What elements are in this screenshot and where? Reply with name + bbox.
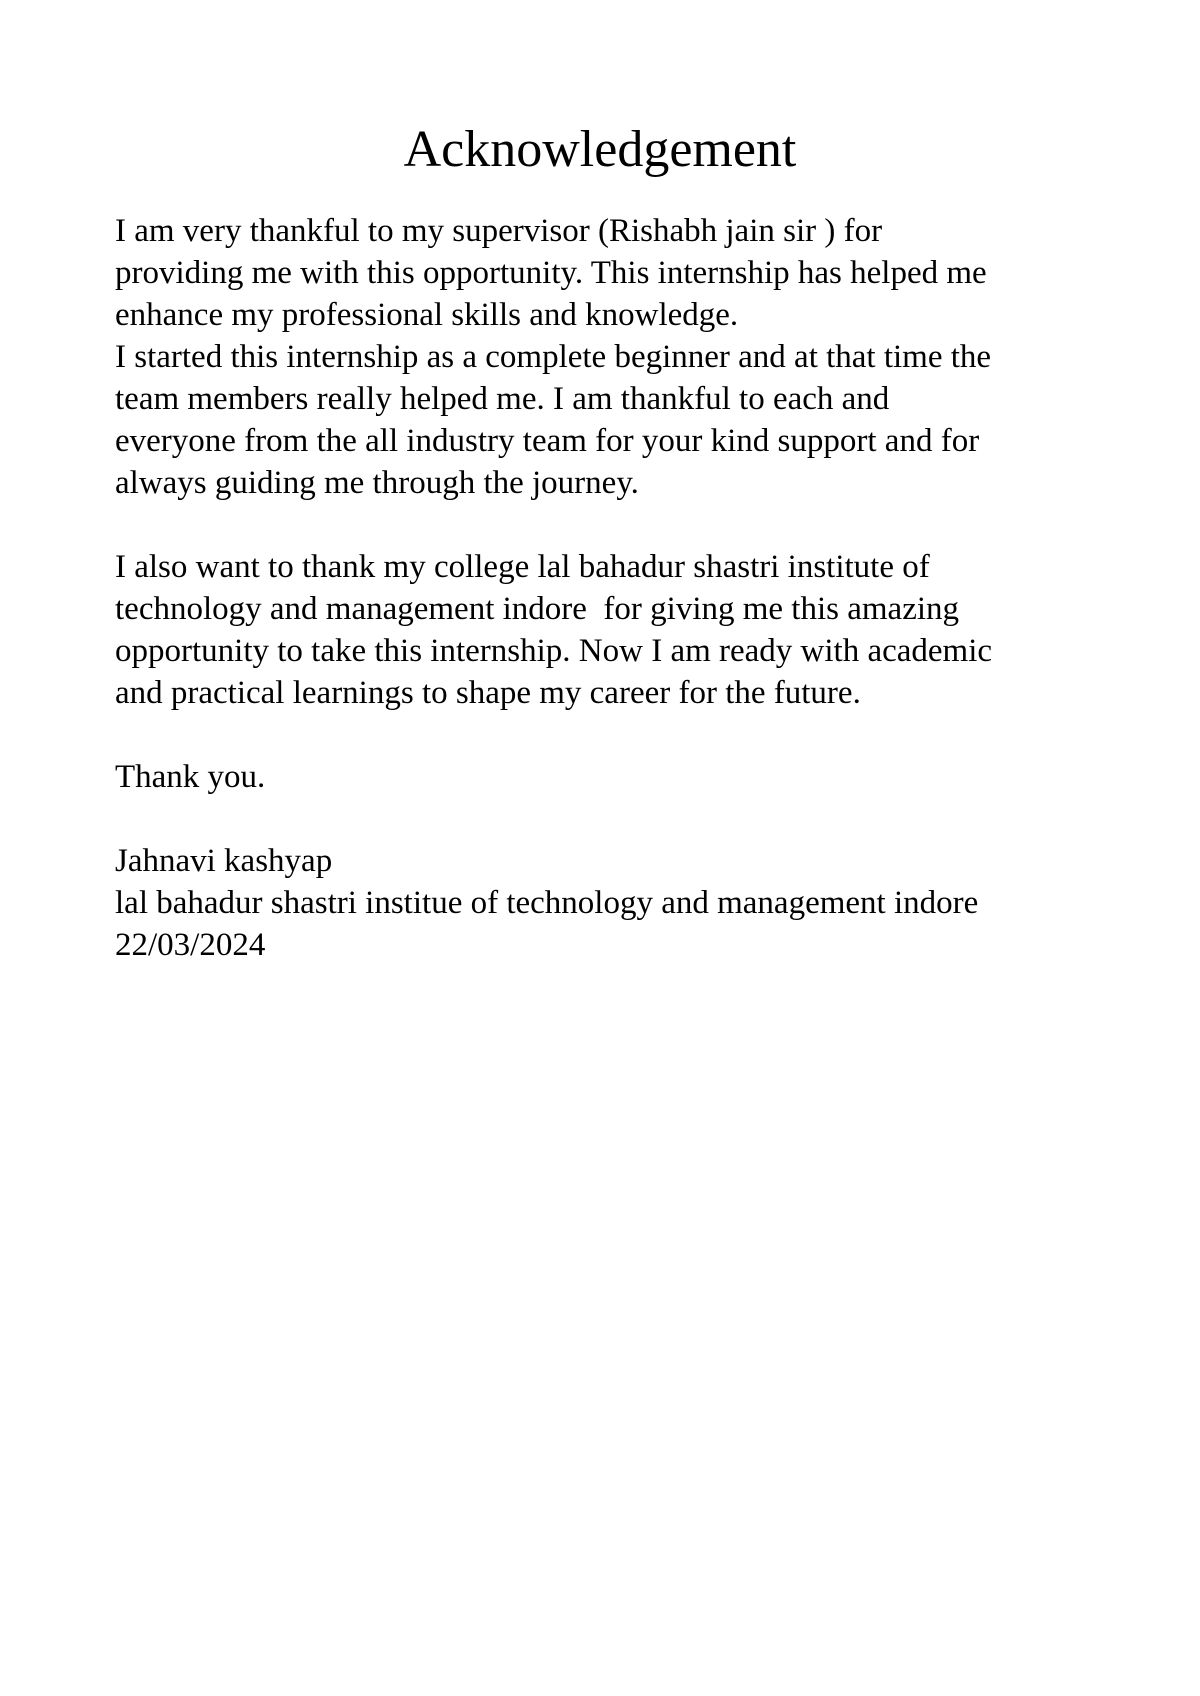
signature-institution: lal bahadur shastri institue of technology and management indore	[115, 885, 979, 921]
text-line: everyone from the all industry team for your kind support and for	[115, 423, 980, 459]
text-line: I started this internship as a complete beginner and at that time the	[115, 339, 992, 375]
text-line: always guiding me through the journey.	[115, 465, 639, 501]
signature-block	[115, 840, 1175, 966]
document-body	[115, 210, 1175, 966]
paragraph-spacer	[115, 714, 1175, 756]
text-line: I am very thankful to my supervisor (Rishabh jain sir ) for	[115, 213, 883, 249]
text-line: opportunity to take this internship. Now I am ready with academic	[115, 633, 993, 669]
signature-name: Jahnavi kashyap	[115, 843, 333, 879]
text-line: technology and management indore for giving me this amazing	[115, 591, 960, 627]
paragraph-spacer	[115, 504, 1175, 546]
paragraph-thanks-supervisor	[115, 210, 1175, 504]
paragraph-spacer	[115, 798, 1175, 840]
text-line: team members really helped me. I am thankful to each and	[115, 381, 890, 417]
text-line: providing me with this opportunity. This internship has helped me	[115, 255, 987, 291]
text-line: I also want to thank my college lal bahadur shastri institute of	[115, 549, 930, 585]
text-line: and practical learnings to shape my career for the future.	[115, 675, 861, 711]
paragraph-thanks-college	[115, 546, 1175, 714]
signature-date: 22/03/2024	[115, 927, 266, 963]
text-line: enhance my professional skills and knowledge.	[115, 297, 739, 333]
closing-text: Thank you.	[115, 759, 266, 795]
page-title: Acknowledgement	[403, 121, 797, 178]
